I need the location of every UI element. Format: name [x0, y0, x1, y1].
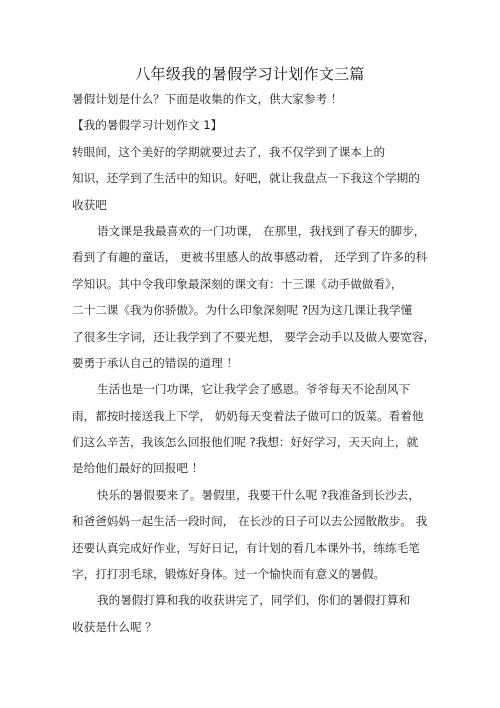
- body-line: 学知识。其中令我印象最深刻的课文有：十三课《动手做做看》，: [72, 276, 403, 291]
- body-line: 们这么辛苦，我该怎么回报他们呢 ?我想：好好学习，天天向上，就: [72, 435, 419, 450]
- body-line: 还要认真完成好作业，写好日记，有计划的看几本课外书，练练毛笔: [72, 540, 420, 555]
- body-line: 【我的暑假学习计划作文 1】: [72, 118, 223, 133]
- document-title: 八年级我的暑假学习计划作文三篇: [135, 65, 365, 83]
- body-line: 看到了有趣的童话， 更被书里感人的故事感动着， 还学到了许多的科: [72, 250, 428, 265]
- document-body: [72, 86, 436, 640]
- body-line: 知识，还学到了生活中的知识。好吧，就让我盘点一下我这个学期的: [72, 171, 420, 186]
- body-line: 转眼间，这个美好的学期就要过去了，我不仅学到了课本上的: [72, 144, 386, 159]
- body-line: 字，打打羽毛球，锻炼好身体。过一个愉快而有意义的暑假。: [72, 567, 386, 582]
- body-line: 生活也是一门功课，它让我学会了感恩。爷爷每天不论刮风下: [97, 382, 411, 397]
- body-line: 我的暑假打算和我的收获讲完了，同学们，你们的暑假打算和: [97, 593, 411, 608]
- body-line: 是给他们最好的回报吧 ！: [72, 461, 204, 476]
- body-line: 语文课是我最喜欢的一门功课， 在那里，我找到了春天的脚步，: [97, 223, 426, 238]
- body-line: 和爸爸妈妈一起生活一段时间， 在长沙的日子可以去公园散散步。 我: [72, 514, 428, 529]
- body-line: 暑假计划是什么？下面是收集的作文，供大家参考 ！: [72, 92, 343, 106]
- body-line: 快乐的暑假要来了。暑假里，我要干什么呢 ?我准备到长沙去，: [97, 487, 420, 502]
- body-line: 雨，都按时接送我上下学， 奶奶每天变着法子做可口的饭菜。看着他: [72, 408, 424, 423]
- body-line: 了很多生字词，还让我学到了不要光想， 要学会动手以及做人要宽容，: [72, 329, 436, 344]
- body-line: 收获吧: [72, 197, 107, 212]
- body-line: 收获是什么呢 ？: [72, 619, 157, 634]
- body-line: 要勇于承认自己的错误的道理 ！: [72, 355, 238, 370]
- body-line: 二十二课《我为你骄傲》。为什么印象深刻呢 ?因为这几课让我学懂: [72, 303, 413, 318]
